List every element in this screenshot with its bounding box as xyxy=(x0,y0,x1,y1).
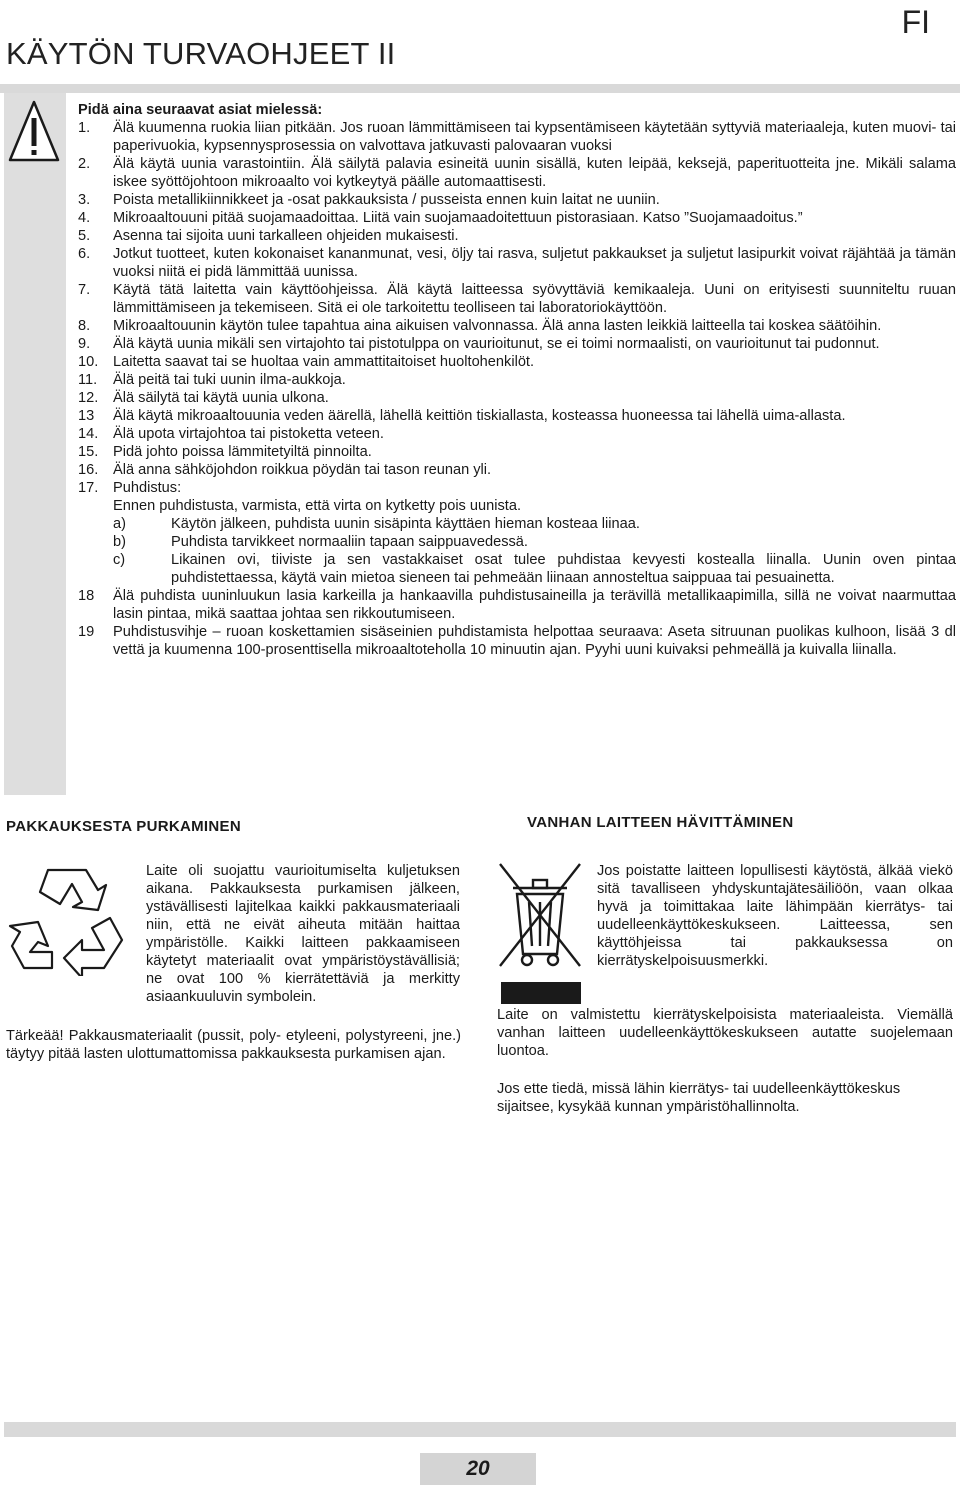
item-number: 11. xyxy=(78,372,98,388)
safety-items-after-list xyxy=(78,587,956,659)
sub-text: Puhdista tarvikkeet normaaliin tapaan saippuavedessä. xyxy=(171,534,528,550)
item-number: 2. xyxy=(78,156,91,172)
item-number: 12. xyxy=(78,390,99,406)
disposal-paragraph-1: Jos poistatte laitteen lopullisesti käytöstä, älkää viekö sitä tavalliseen yhdyskuntajätesäiliöön, vaan olkaa hyvä ja toimittakaa laite lähimpään kierrätys- tai uudelleenkäyttökeskukseen. Laitteessa, sen käyttöhjeissa tai pakkauksessa on kierrätyskelpoisuusmerkki. xyxy=(597,863,953,969)
item-number: 9. xyxy=(78,336,91,352)
unpacking-note: Tärkeää! Pakkausmateriaalit (pussit, poly- etyleeni, polystyreeni, jne.) täytyy pitää lasten ulottumattomissa pakkauksesta purkamisen ajan. xyxy=(6,1028,461,1062)
item-text: Älä puhdista uuninluukun lasia karkeilla ja hankaavilla puhdistusaineilla ja terävillä metallikaapimilla, sillä ne voivat naarmuttaa lasin pintaa, mikä saattaa johtaa sen rikkoutumiseen. xyxy=(113,588,956,622)
safety-item xyxy=(78,389,956,407)
safety-item xyxy=(78,371,956,389)
recycle-icon xyxy=(6,860,128,976)
item-number: 1. xyxy=(78,120,91,136)
page-number: 20 xyxy=(420,1453,536,1485)
item-text: Älä peitä tai tuki uunin ilma-aukkoja. xyxy=(113,372,346,388)
disposal-heading: VANHAN LAITTEEN HÄVITTÄMINEN xyxy=(527,814,794,831)
item-text: Puhdistusvihje – ruoan koskettamien sisäseinien puhdistamista helpottaa seuraava: Aseta sitruunan puolikas kulhoon, lisää 3 dl vettä ja kuumenna 100-prosenttisella mikroaaltoteholla 10 minuutin ajan. Pyyhi uuni kuivaksi pehmeällä ja kuivalla liinalla. xyxy=(113,624,956,658)
sub-label: c) xyxy=(113,552,126,568)
safety-item xyxy=(78,353,956,371)
unpacking-heading: PAKKAUKSESTA PURKAMINEN xyxy=(6,818,241,835)
item-number: 15. xyxy=(78,444,99,460)
item-number: 10. xyxy=(78,354,99,370)
item-number: 7. xyxy=(78,282,91,298)
cleaning-sub-list xyxy=(113,515,956,587)
cleaning-sub-item xyxy=(113,533,956,551)
item-number: 17. xyxy=(78,480,99,496)
item-text: Mikroaaltouuni pitää suojamaadoittaa. Liitä vain suojamaadoitettuun pistorasiaan. Katso ”Suojamaadoitus.” xyxy=(113,210,803,226)
sub-label: b) xyxy=(113,534,126,550)
item-text: Älä säilytä tai käytä uunia ulkona. xyxy=(113,390,329,406)
item-number: 19 xyxy=(78,624,95,640)
safety-item xyxy=(78,587,956,623)
item-text: Älä käytä uunia varastointiin. Älä säilytä palavia esineitä uunin sisällä, kuten leipää, keksejä, paperituotteita jne. Mikäli salama iskee syöttöjohtoon mikroaalto voi kytkeytyä päälle automaattisesti. xyxy=(113,156,956,190)
safety-item xyxy=(78,461,956,479)
safety-item xyxy=(78,281,956,317)
item-number: 3. xyxy=(78,192,91,208)
sub-text: Käytön jälkeen, puhdista uunin sisäpinta käyttäen hieman kosteaa liinaa. xyxy=(171,516,640,532)
sub-label: a) xyxy=(113,516,126,532)
item-number: 4. xyxy=(78,210,91,226)
item-text: Jotkut tuotteet, kuten kokonaiset kananmunat, vesi, öljy tai rasva, suljetut pakkaukset ja suljetut lasipurkit voivat räjähtää ja tämän vuoksi niitä ei pidä lämmittää uunissa. xyxy=(113,246,956,280)
item-text: Älä upota virtajohtoa tai pistoketta veteen. xyxy=(113,426,384,442)
cleaning-body xyxy=(113,479,956,587)
safety-instructions xyxy=(78,101,956,659)
item-text: Laitetta saavat tai se huoltaa vain ammattitaitoiset huoltohenkilöt. xyxy=(113,354,535,370)
item-text: Älä anna sähköjohdon roikkua pöydän tai tason reunan yli. xyxy=(113,462,492,478)
safety-item xyxy=(78,425,956,443)
item-number: 18 xyxy=(78,588,95,604)
unpacking-text: Laite oli suojattu vaurioitumiselta kuljetuksen aikana. Pakkauksesta purkamisen jälkeen, ystävällisesti lajitelkaa kaikki pakkausmateriaali niin, että ne eivät aiheuta mitään haittaa ympäristölle. Kaikki laitteen pakkaamiseen käytetyt materiaalit ovat ympäristöystävällisiä; ne ovat 100 % kierrätettäviä ja merkitty asiaankuuluvin symbolein. xyxy=(146,863,460,1005)
item-number: 5. xyxy=(78,228,91,244)
top-divider xyxy=(0,84,960,93)
item-text: Käytä tätä laitetta vain käyttöohjeissa. Älä käytä laitteessa syövyttäviä kemikaaleja. Uuni on erityisesti suunniteltu ruuan lämmittämiseen ja tekemiseen. Sitä ei ole tarkoitettu teolliseen tai laboratoriokäyttöön. xyxy=(113,282,956,316)
item-text: Mikroaaltouunin käytön tulee tapahtua aina aikuisen valvonnassa. Älä anna lasten leikkiä laitteella tai koskea säätöihin. xyxy=(113,318,882,334)
item-number: 14. xyxy=(78,426,99,442)
item-text: Poista metallikiinnikkeet ja -osat pakkauksista / pusseista ennen kuin laitat ne uuniin. xyxy=(113,192,660,208)
safety-intro: Pidä aina seuraavat asiat mielessä: xyxy=(78,102,323,118)
item-text: Älä kuumenna ruokia liian pitkään. Jos ruoan lämmittämiseen tai kypsentämiseen käytetään syttyviä materiaaleja, kuten muovi- tai paperivuokia, kypsennysprosessia on valvottava jatkuvasti palovaaran vuoksi xyxy=(113,120,956,154)
item-number: 8. xyxy=(78,318,91,334)
disposal-paragraph-3: Jos ette tiedä, missä lähin kierrätys- tai uudelleenkäyttökeskus sijaitsee, kysykää kunnan ympäristöhallinnolta. xyxy=(497,1081,901,1115)
cleaning-sub-item xyxy=(113,551,956,587)
item-number: 6. xyxy=(78,246,91,262)
item-number: 16. xyxy=(78,462,99,478)
safety-item xyxy=(78,209,956,227)
item-text: Pidä johto poissa lämmitetyiltä pinnoilta. xyxy=(113,444,372,460)
language-code: FI xyxy=(901,4,930,40)
crossed-bin-icon xyxy=(497,858,583,1006)
safety-item xyxy=(78,623,956,659)
safety-item xyxy=(78,191,956,209)
safety-item xyxy=(78,119,956,155)
safety-item xyxy=(78,245,956,281)
sub-text: Likainen ovi, tiiviste ja sen vastakkaiset osat tulee puhdistaa kevyesti kostealla liinalla. Uunin oven pintaa puhdistettaessa, käytä vain mietoa sieneen tai pehmeään liinaan annosteltua saippuaa tai pesuainetta. xyxy=(171,552,956,586)
item-text: Älä käytä mikroaaltouunia veden äärellä, lähellä keittiön tiskiallasta, kosteassa huoneessa tai lähellä uima-allasta. xyxy=(113,408,846,424)
item-text: Älä käytä uunia mikäli sen virtajohto tai pistotulppa on vaurioitunut, se ei toimi normaalisti, on vaurioitunut tai pudonnut. xyxy=(113,336,880,352)
safety-item xyxy=(78,227,956,245)
safety-item xyxy=(78,443,956,461)
bottom-divider xyxy=(4,1422,956,1437)
disposal-paragraph-2: Laite on valmistettu kierrätyskelpoisista materiaaleista. Viemällä vanhan laitteen uudelleenkäyttökeskukseen autatte suojelemaan luontoa. xyxy=(497,1007,953,1059)
cleaning-title: Puhdistus: xyxy=(113,480,182,496)
safety-items-list xyxy=(78,119,956,479)
cleaning-intro: Ennen puhdistusta, varmista, että virta on kytketty pois uunista. xyxy=(113,498,522,514)
warning-triangle-icon xyxy=(6,98,62,164)
cleaning-item xyxy=(78,479,956,587)
page-title: KÄYTÖN TURVAOHJEET II xyxy=(6,36,396,71)
safety-item xyxy=(78,317,956,335)
safety-item xyxy=(78,155,956,191)
safety-item xyxy=(78,407,956,425)
cleaning-sub-item xyxy=(113,515,956,533)
item-number: 13 xyxy=(78,408,95,424)
sidebar-bar xyxy=(4,93,66,795)
safety-item xyxy=(78,335,956,353)
item-text: Asenna tai sijoita uuni tarkalleen ohjeiden mukaisesti. xyxy=(113,228,459,244)
